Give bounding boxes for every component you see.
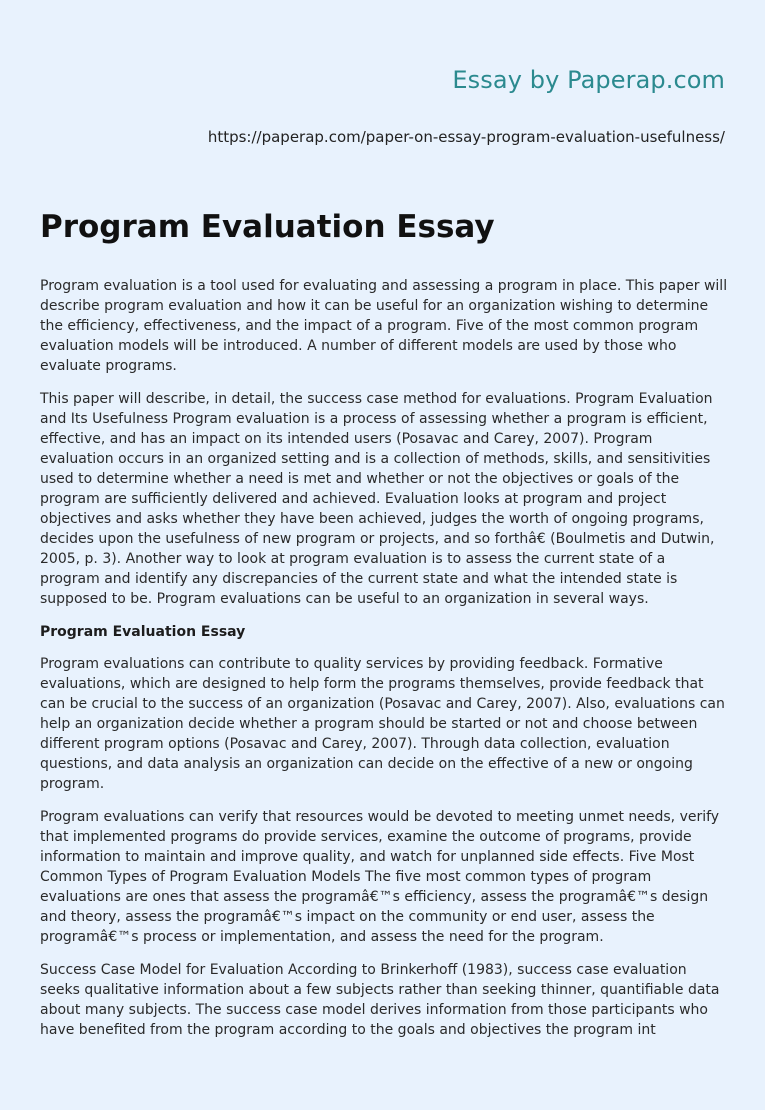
paragraph-5: Success Case Model for Evaluation According to Brinkerhoff (1983), success case evaluation seeks qualitative information about a few subjects rather than seeking thinner, quantifiable data about many subjects. The success case model derives information from those participants who have benefited from the program according to the goals and objectives the program int (40, 962, 720, 1038)
paragraph-3: Program evaluations can contribute to quality services by providing feedback. Formative evaluations, which are designed to help form the programs themselves, provide feedback that can be crucial to the success of an organization (Posavac and Carey, 2007). Also, evaluations can help an organization decide whether a program should be started or not and choose between different program options (Posavac and Carey, 2007). Through data collection, evaluation questions, and data analysis an organization can decide on the effective of a new or ongoing program. (40, 656, 725, 792)
paragraph-4: Program evaluations can verify that resources would be devoted to meeting unmet needs, verify that implemented programs do provide services, examine the outcome of programs, provide information to maintain and improve quality, and watch for unplanned side effects. Five Most Common Types of Program Evaluation Models The five most common types of program evaluations are ones that assess the programâ€™s efficiency, assess the programâ€™s design and theory, assess the programâ€™s impact on the community or end user, assess the programâ€™s process or implementation, and assess the need for the program. (40, 809, 720, 945)
section-subheading: Program Evaluation Essay (40, 624, 246, 640)
essay-body (40, 276, 728, 1053)
paragraph-1: Program evaluation is a tool used for evaluating and assessing a program in place. This paper will describe program evaluation and how it can be useful for an organization wishing to determine the efficiency, effectiveness, and the impact of a program. Five of the most common program evaluation models will be introduced. A number of different models are used by those who evaluate programs. (40, 278, 728, 374)
site-brand[interactable]: Essay by Paperap.com (452, 66, 725, 94)
paragraph-2: This paper will describe, in detail, the success case method for evaluations. Program Evaluation and Its Usefulness Program evaluation is a process of assessing whether a program is efficient, effective, and has an impact on its intended users (Posavac and Carey, 2007). Program evaluation occurs in an organized setting and is a collection of methods, skills, and sensitivities used to determine whether a need is met and whether or not the objectives or goals of the program are sufficiently delivered and achieved. Evaluation looks at program and project objectives and asks whether they have been achieved, judges the worth of ongoing programs, decides upon the usefulness of new program or projects, and so forthâ€ (Boulmetis and Dutwin, 2005, p. 3). Another way to look at program evaluation is to assess the current state of a program and identify any discrepancies of the current state and what the intended state is supposed to be. Program evaluations can be useful to an organization in several ways. (40, 391, 715, 607)
source-url[interactable]: https://paperap.com/paper-on-essay-program-evaluation-usefulness/ (207, 128, 725, 146)
page-title: Program Evaluation Essay (40, 209, 495, 245)
